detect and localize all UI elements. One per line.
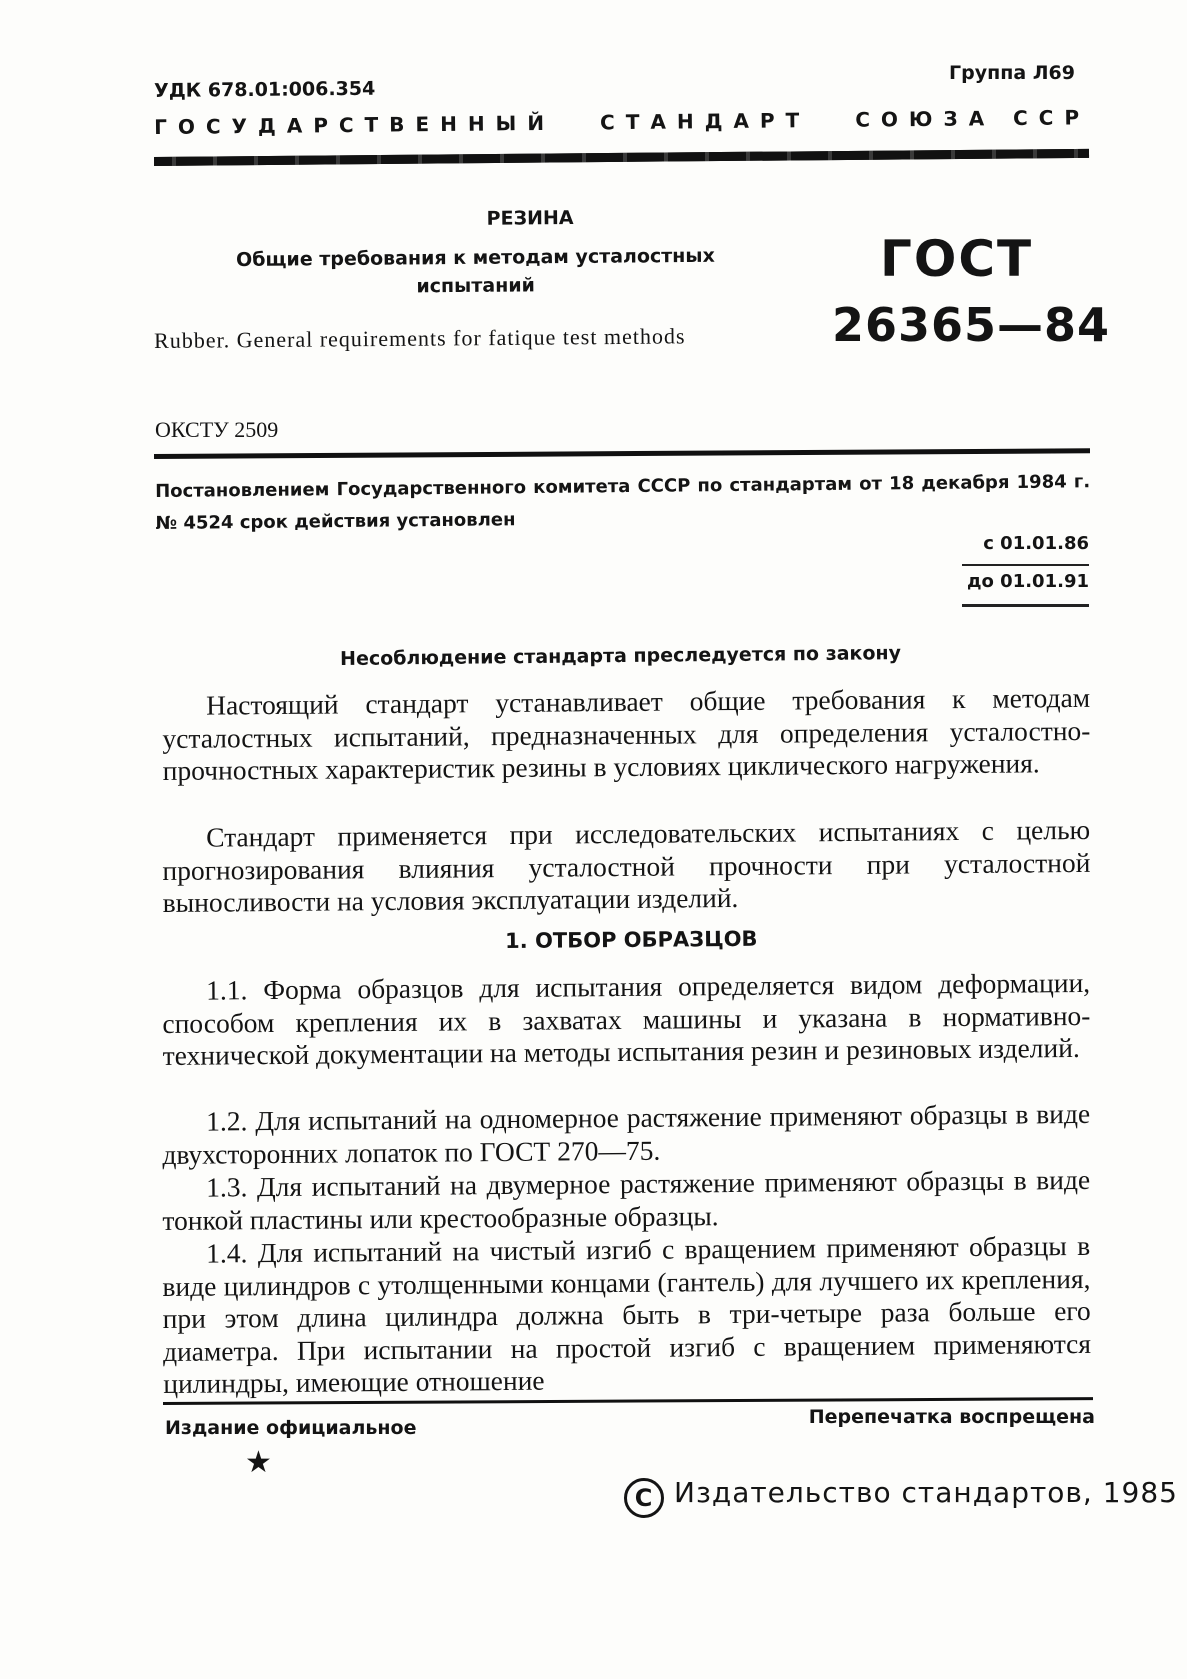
date-divider [962,604,1089,607]
effective-date-from: с 01.01.86 [983,533,1089,554]
heading-word-standard: СТАНДАРТ [599,108,811,135]
clause-1-4: 1.4. Для испытаний на чистый изгиб с вращением применяют образцы в виде цилиндров с утолщенными концами (гантель) для лучшего их крепления, при этом длина цилиндра должна быть в три-четыре раза больше его диаметра. При испытании на простой изгиб с вращением применяются цилиндры, имеющие отношение [162,1229,1092,1400]
clause-1-1: 1.1. Форма образцов для испытания определяется видом деформации, способом крепления их в захватах машины и указана в нормативно-технической документации на методы испытания резин и резиновых изделий. [162,966,1091,1072]
header-rule [154,149,1089,166]
clause-1-2: 1.2. Для испытаний на одномерное растяжение применяют образцы в виде двухсторонних лопаток по ГОСТ 270—75. [162,1097,1091,1170]
title-english: Rubber. General requirements for fatique test methods [154,323,686,353]
copyright-line [624,1476,1178,1518]
gost-number: 26365—84 [832,298,1111,352]
reprint-prohibited: Перепечатка воспрещена [808,1406,1095,1428]
gost-label: ГОСТ [880,230,1034,288]
violation-notice: Несоблюдение стандарта преследуется по закону [340,642,902,670]
section-title: 1. ОТБОР ОБРАЗЦОВ [505,926,758,953]
title-russian: Общие требования к методам усталостных испытаний [235,244,715,298]
oksty-code: ОКСТУ 2509 [155,417,279,442]
effective-date-to: до 01.01.91 [967,571,1089,592]
decree-text: Постановлением Государственного комитета СССР по стандартам от 18 декабря 1984 г. № 4524 срок действия установлен [155,471,1091,534]
heading-word-state: ГОСУДАРСТВЕННЫЙ [154,110,556,139]
state-standard-heading [154,105,1090,139]
clause-1-3: 1.3. Для испытаний на двумерное растяжение применяют образцы в виде тонкой пластины или крестообразные образцы. [162,1163,1091,1236]
date-divider [962,564,1089,566]
title-block [230,205,791,302]
udc-code: УДК 678.01:006.354 [154,77,376,102]
official-edition: Издание официальное [165,1417,417,1439]
intro-paragraph: Стандарт применяется при исследовательских испытаниях с целью прогнозирования влияния усталостной прочности при усталостной выносливости на условия эксплуатации изделий. [162,813,1091,919]
star-icon: ★ [245,1445,272,1480]
copyright-text: Издательство стандартов, 1985 [674,1476,1178,1509]
heading-word-union: СОЮЗА ССР [855,105,1091,132]
title-rubber: РЕЗИНА [486,207,574,230]
intro-paragraph: Настоящий стандарт устанавливает общие требования к методам усталостных испытаний, предназначенных для определения усталостно-прочностных характеристик резины в условиях циклического нагружения. [162,681,1091,787]
group-code: Группа Л69 [948,62,1075,84]
section-rule [154,448,1090,459]
copyright-icon: C [624,1478,664,1518]
